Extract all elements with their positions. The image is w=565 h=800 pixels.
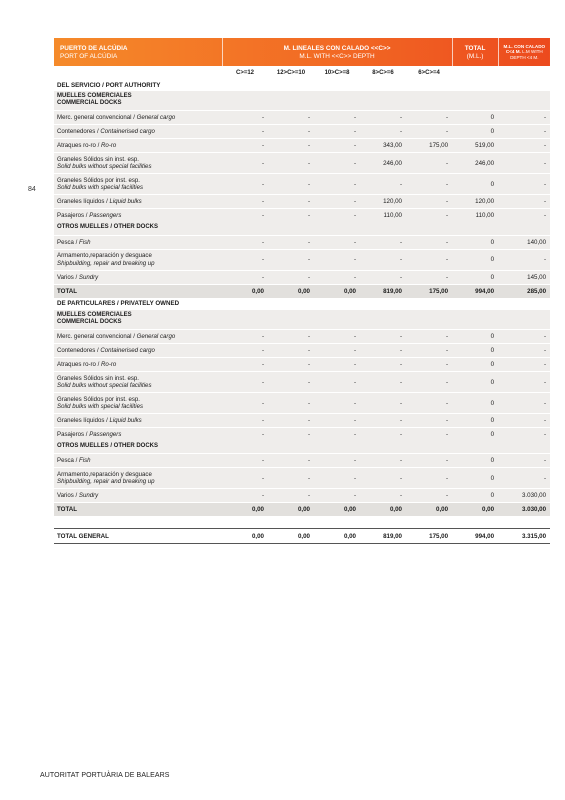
table-row <box>54 330 550 344</box>
row-value: - <box>222 489 268 503</box>
row-value: - <box>360 489 406 503</box>
row-label-en: Containerised cargo <box>100 346 155 354</box>
row-label-en: Solid bulks with special facilities <box>57 403 144 411</box>
row-label-es: Atraques ro-ro / <box>57 360 102 368</box>
row-value: - <box>498 153 550 174</box>
row-value: - <box>268 372 314 393</box>
row-label-en: General cargo <box>136 114 176 122</box>
row-value: - <box>406 209 452 223</box>
table-header-row <box>54 38 550 66</box>
section-total-value: 0,00 <box>222 284 268 298</box>
row-value: - <box>222 393 268 414</box>
row-value: - <box>360 468 406 489</box>
row-value: - <box>406 358 452 372</box>
row-value: - <box>222 153 268 174</box>
section-title: DEL SERVICIO / PORT AUTHORITY <box>54 79 550 91</box>
row-label-es: Contenedores / <box>57 346 101 354</box>
section-header-row <box>54 298 550 310</box>
section-total-value: 3.030,00 <box>498 503 550 517</box>
section-total-value: 0,00 <box>268 503 314 517</box>
row-value: - <box>498 111 550 125</box>
row-value: - <box>268 195 314 209</box>
row-value: - <box>314 139 360 153</box>
table-row <box>54 235 550 249</box>
row-value: - <box>314 330 360 344</box>
table-row <box>54 139 550 153</box>
row-value: - <box>314 153 360 174</box>
header-ml-title: M. LINEALES CON CALADO <<C>> <box>283 44 391 52</box>
footer-text: AUTORITAT PORTUÀRIA DE BALEARS <box>40 772 170 779</box>
row-label <box>54 139 222 153</box>
table-row <box>54 393 550 414</box>
column-header-blank <box>54 66 222 79</box>
row-value: - <box>222 125 268 139</box>
row-value: - <box>360 428 406 442</box>
row-value: - <box>314 489 360 503</box>
row-value: 0 <box>452 372 498 393</box>
row-value: - <box>268 139 314 153</box>
section-total-value: 0,00 <box>222 503 268 517</box>
row-value: - <box>222 270 268 284</box>
column-header: 8>C>=6 <box>372 69 394 76</box>
row-value: 140,00 <box>498 235 550 249</box>
row-value: - <box>360 125 406 139</box>
table-row <box>54 249 550 270</box>
row-value: 3.030,00 <box>498 489 550 503</box>
row-value: - <box>222 344 268 358</box>
row-value: 0 <box>452 393 498 414</box>
column-header-row <box>54 66 550 79</box>
row-value: - <box>498 468 550 489</box>
column-header-blank <box>498 66 550 79</box>
section-total-row <box>54 284 550 298</box>
row-value: - <box>498 393 550 414</box>
row-label <box>54 174 222 195</box>
row-value: - <box>406 153 452 174</box>
row-value: - <box>498 358 550 372</box>
section-total-value: 0,00 <box>314 284 360 298</box>
row-value: - <box>360 344 406 358</box>
row-value: - <box>222 330 268 344</box>
row-value: - <box>268 489 314 503</box>
row-value: - <box>268 393 314 414</box>
row-value: - <box>314 111 360 125</box>
table-row <box>54 454 550 468</box>
row-value: - <box>314 174 360 195</box>
row-value: - <box>498 414 550 428</box>
row-label-es: Merc. general convencional / <box>57 114 137 122</box>
row-value: 0 <box>452 174 498 195</box>
row-value: - <box>406 454 452 468</box>
row-value: 110,00 <box>452 209 498 223</box>
row-value: - <box>268 270 314 284</box>
row-value: - <box>406 111 452 125</box>
row-value: 0 <box>452 235 498 249</box>
column-header: C>=12 <box>235 69 254 76</box>
table-row <box>54 270 550 284</box>
row-value: 110,00 <box>360 209 406 223</box>
row-value: 0 <box>452 270 498 284</box>
section-total-value: 0,00 <box>314 503 360 517</box>
row-value: - <box>406 489 452 503</box>
row-value: 246,00 <box>360 153 406 174</box>
row-value: - <box>222 195 268 209</box>
row-label <box>54 330 222 344</box>
column-header-blank <box>452 66 498 79</box>
row-value: - <box>498 344 550 358</box>
row-label-en: Passengers <box>89 430 122 438</box>
row-value: - <box>406 125 452 139</box>
grand-total-row <box>54 529 550 544</box>
row-value: - <box>314 209 360 223</box>
section-total-row <box>54 503 550 517</box>
row-label-es: Pesca / <box>57 457 80 465</box>
section-total-value: 0,00 <box>268 284 314 298</box>
row-value: - <box>222 235 268 249</box>
row-value: - <box>222 139 268 153</box>
row-value: - <box>498 428 550 442</box>
row-value: 175,00 <box>406 139 452 153</box>
row-value: - <box>222 174 268 195</box>
group-title <box>54 91 550 111</box>
row-value: - <box>406 428 452 442</box>
table-row <box>54 344 550 358</box>
group-title <box>54 441 550 454</box>
row-value: 343,00 <box>360 139 406 153</box>
row-value: 0 <box>452 249 498 270</box>
row-value: - <box>360 174 406 195</box>
row-value: - <box>406 235 452 249</box>
header-total-title: TOTAL <box>464 44 486 52</box>
row-value: - <box>498 174 550 195</box>
row-label-en: Solid bulks with special facilities <box>57 184 144 192</box>
row-label <box>54 270 222 284</box>
row-label <box>54 372 222 393</box>
row-value: - <box>222 209 268 223</box>
row-value: - <box>498 372 550 393</box>
header-depth-line2: C<4 M. <box>505 49 521 55</box>
table-row <box>54 468 550 489</box>
row-value: 0 <box>452 330 498 344</box>
row-value: 0 <box>452 125 498 139</box>
row-value: - <box>406 270 452 284</box>
grand-total-value: 3.315,00 <box>498 529 550 544</box>
row-label-en: Fish <box>79 238 91 246</box>
row-value: - <box>360 414 406 428</box>
section-total-value: 0,00 <box>452 503 498 517</box>
group-header-row <box>54 441 550 454</box>
column-header: 12>C>=10 <box>276 69 306 76</box>
row-label-es: Pesca / <box>57 238 80 246</box>
row-value: - <box>406 330 452 344</box>
row-label-en: Passengers <box>89 212 122 220</box>
group-title-line2: COMMERCIAL DOCKS <box>57 318 122 325</box>
row-label <box>54 468 222 489</box>
row-value: - <box>314 468 360 489</box>
row-value: - <box>498 195 550 209</box>
row-value: - <box>268 330 314 344</box>
row-value: - <box>314 358 360 372</box>
grand-total-value: 175,00 <box>406 529 452 544</box>
section-title: DE PARTICULARES / PRIVATELY OWNED <box>54 298 550 310</box>
row-value: - <box>268 235 314 249</box>
group-title-line1: MUELLES COMERCIALES <box>57 311 132 318</box>
header-total-cell <box>452 38 498 66</box>
group-header-row <box>54 310 550 330</box>
page-number: 84 <box>28 186 36 193</box>
row-label-en: Fish <box>79 457 91 465</box>
row-label-en: Liquid bulks <box>109 198 142 206</box>
row-value: - <box>222 414 268 428</box>
row-value: - <box>222 454 268 468</box>
grand-total-value: 994,00 <box>452 529 498 544</box>
row-label <box>54 195 222 209</box>
row-label-es: Graneles Sólidos sin inst. esp. <box>57 374 139 382</box>
row-value: - <box>314 372 360 393</box>
row-label-en: Solid bulks without special facilities <box>57 382 152 390</box>
header-ml-subtitle: M.L. WITH <<C>> DEPTH <box>299 52 375 60</box>
row-label <box>54 235 222 249</box>
row-label <box>54 393 222 414</box>
row-label-es: Graneles Sólidos por inst. esp. <box>57 395 140 403</box>
header-depth-line2b: L.M WITH <box>522 49 543 55</box>
row-value: - <box>222 249 268 270</box>
section-total-value: 819,00 <box>360 284 406 298</box>
row-value: 145,00 <box>498 270 550 284</box>
row-value: - <box>360 235 406 249</box>
row-value: - <box>314 454 360 468</box>
header-port-title: PUERTO DE ALCÚDIA <box>60 44 128 52</box>
grand-total-value: 0,00 <box>314 529 360 544</box>
row-label <box>54 358 222 372</box>
group-header-row <box>54 91 550 111</box>
row-label-es: Contenedores / <box>57 128 101 136</box>
table-row <box>54 372 550 393</box>
row-label-en: Liquid bulks <box>109 416 142 424</box>
row-value: - <box>268 358 314 372</box>
row-value: - <box>268 125 314 139</box>
row-label <box>54 414 222 428</box>
row-label-en: Solid bulks without special facilities <box>57 163 152 171</box>
row-value: 0 <box>452 358 498 372</box>
column-header: 6>C>=4 <box>418 69 440 76</box>
row-value: 0 <box>452 454 498 468</box>
row-label-es: Graneles Sólidos sin inst. esp. <box>57 156 139 164</box>
row-value: - <box>406 249 452 270</box>
table-body <box>54 79 550 544</box>
row-value: - <box>222 111 268 125</box>
row-label-en: Ro-ro <box>101 142 117 150</box>
row-label-en: Ro-ro <box>101 360 117 368</box>
row-value: - <box>498 139 550 153</box>
row-value: - <box>360 111 406 125</box>
group-title-line2: COMMERCIAL DOCKS <box>57 100 122 107</box>
row-value: - <box>268 111 314 125</box>
group-title <box>54 310 550 330</box>
section-total-value: 0,00 <box>406 503 452 517</box>
table-row <box>54 489 550 503</box>
row-value: - <box>406 344 452 358</box>
row-value: 120,00 <box>360 195 406 209</box>
row-value: - <box>360 330 406 344</box>
group-title-line1: MUELLES COMERCIALES <box>57 93 132 99</box>
row-value: - <box>268 174 314 195</box>
row-value: - <box>360 454 406 468</box>
grand-total-value: 0,00 <box>222 529 268 544</box>
row-label-es: Pasajeros / <box>57 430 90 438</box>
table-row <box>54 174 550 195</box>
spacer-cell <box>54 516 550 529</box>
row-value: - <box>406 195 452 209</box>
section-total-value: 994,00 <box>452 284 498 298</box>
row-label-es: Atraques ro-ro / <box>57 142 102 150</box>
section-total-value: 175,00 <box>406 284 452 298</box>
row-value: - <box>314 195 360 209</box>
grand-total-value: 819,00 <box>360 529 406 544</box>
group-title-line1: OTROS MUELLES / OTHER DOCKS <box>57 224 159 231</box>
row-label <box>54 249 222 270</box>
row-value: - <box>360 270 406 284</box>
row-value: - <box>406 174 452 195</box>
row-value: 0 <box>452 468 498 489</box>
header-depth-line3: DEPTH <4 M. <box>510 54 539 60</box>
row-value: 0 <box>452 344 498 358</box>
row-value: - <box>498 209 550 223</box>
row-value: 0 <box>452 428 498 442</box>
spacer-row <box>54 516 550 529</box>
row-value: - <box>498 249 550 270</box>
berth-length-table <box>54 38 550 544</box>
row-label-es: Merc. general convencional / <box>57 332 137 340</box>
header-port-cell <box>54 38 222 66</box>
row-value: - <box>314 125 360 139</box>
row-value: - <box>314 414 360 428</box>
row-value: - <box>406 372 452 393</box>
row-value: 0 <box>452 489 498 503</box>
header-port-subtitle: PORT OF ALCÚDIA <box>60 52 118 60</box>
row-value: - <box>314 249 360 270</box>
row-value: - <box>268 414 314 428</box>
table-row <box>54 358 550 372</box>
row-value: 246,00 <box>452 153 498 174</box>
row-value: - <box>498 454 550 468</box>
row-label-en: Shipbuilding, repair and breaking up <box>57 259 155 267</box>
row-label-en: General cargo <box>136 332 176 340</box>
row-value: - <box>222 372 268 393</box>
row-value: - <box>406 468 452 489</box>
row-value: - <box>314 235 360 249</box>
row-label <box>54 111 222 125</box>
row-value: - <box>268 454 314 468</box>
row-label <box>54 209 222 223</box>
row-value: - <box>498 125 550 139</box>
row-label-en: Shipbuilding, repair and breaking up <box>57 478 155 486</box>
header-ml-cell <box>222 38 452 66</box>
row-label <box>54 344 222 358</box>
row-value: - <box>268 249 314 270</box>
row-label-es: Armamento,reparación y desguace <box>57 252 152 260</box>
header-depth-line1: M.L. CON CALADO <box>503 43 546 49</box>
grand-total-value: 0,00 <box>268 529 314 544</box>
row-value: - <box>314 344 360 358</box>
row-label-es: Pasajeros / <box>57 212 90 220</box>
row-value: - <box>314 428 360 442</box>
row-value: 120,00 <box>452 195 498 209</box>
table-row <box>54 195 550 209</box>
section-total-label: TOTAL <box>54 284 222 298</box>
row-label-en: Containerised cargo <box>100 128 155 136</box>
row-value: 0 <box>452 111 498 125</box>
section-total-label: TOTAL <box>54 503 222 517</box>
section-header-row <box>54 79 550 91</box>
table-row <box>54 153 550 174</box>
row-label <box>54 454 222 468</box>
row-label <box>54 125 222 139</box>
row-value: - <box>268 209 314 223</box>
row-value: - <box>268 153 314 174</box>
table-row <box>54 428 550 442</box>
row-label-es: Varios / <box>57 492 79 500</box>
row-value: - <box>268 428 314 442</box>
table-row <box>54 111 550 125</box>
row-value: - <box>314 270 360 284</box>
row-value: - <box>222 358 268 372</box>
row-value: - <box>360 393 406 414</box>
row-label-es: Graneles Sólidos por inst. esp. <box>57 177 140 185</box>
row-value: - <box>360 372 406 393</box>
row-value: - <box>406 393 452 414</box>
column-header: 10>C>=8 <box>324 69 350 76</box>
grand-total-label: TOTAL GENERAL <box>54 529 222 544</box>
section-total-value: 0,00 <box>360 503 406 517</box>
section-total-value: 285,00 <box>498 284 550 298</box>
group-title <box>54 222 550 235</box>
row-value: - <box>498 330 550 344</box>
row-value: - <box>406 414 452 428</box>
row-value: - <box>314 393 360 414</box>
row-label-es: Graneles líquidos / <box>57 416 110 424</box>
row-label-en: Sundry <box>78 273 99 281</box>
row-label <box>54 489 222 503</box>
row-value: - <box>268 468 314 489</box>
row-label <box>54 428 222 442</box>
row-value: 0 <box>452 414 498 428</box>
row-value: - <box>360 249 406 270</box>
header-depth-cell <box>498 38 550 66</box>
row-label <box>54 153 222 174</box>
row-label-es: Armamento,reparación y desguace <box>57 471 152 479</box>
table-row <box>54 414 550 428</box>
table-row <box>54 125 550 139</box>
row-value: - <box>360 358 406 372</box>
row-label-es: Graneles líquidos / <box>57 198 110 206</box>
row-value: - <box>222 468 268 489</box>
row-value: - <box>222 428 268 442</box>
row-label-en: Sundry <box>78 492 99 500</box>
header-total-subtitle: (M.L.) <box>466 52 484 60</box>
berth-length-table-wrapper <box>54 38 547 544</box>
row-value: 519,00 <box>452 139 498 153</box>
row-label-es: Varios / <box>57 273 79 281</box>
row-value: - <box>268 344 314 358</box>
group-title-line1: OTROS MUELLES / OTHER DOCKS <box>57 443 159 450</box>
table-row <box>54 209 550 223</box>
group-header-row <box>54 222 550 235</box>
